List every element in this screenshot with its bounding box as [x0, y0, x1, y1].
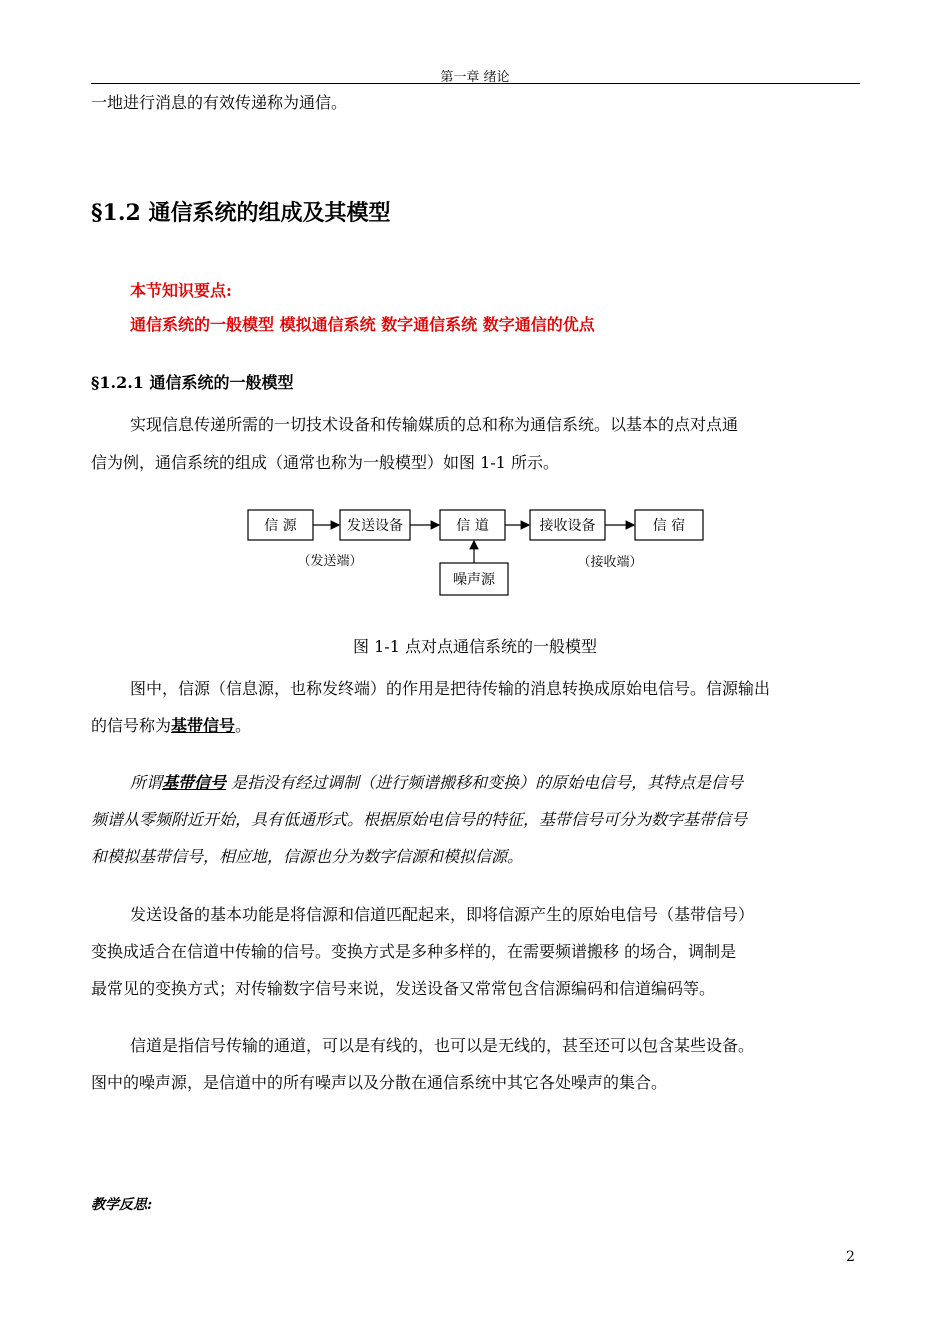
teaching-reflection-label: 教学反思:	[91, 1197, 153, 1213]
paragraph3-line3: 和模拟基带信号，相应地，信源也分为数字信源和模拟信源。	[91, 847, 524, 866]
paragraph2-line2	[91, 716, 251, 735]
paragraph4-line2: 变换成适合在信道中传输的信号。变换方式是多种多样的，在需要频谱搬移 的场合，调制是	[91, 942, 737, 961]
sink-label: 信 宿	[652, 518, 686, 534]
receiver-label: 接收设备	[539, 518, 596, 534]
key-points-label: 本节知识要点:	[130, 281, 232, 300]
noise-label: 噪声源	[453, 572, 495, 588]
paragraph3-suffix: 是指没有经过调制（进行频谱搬移和变换）的原始电信号，其特点是信号	[226, 773, 744, 792]
paragraph4-line3: 最常见的变换方式；对传输数字信号来说，发送设备又常常包含信源编码和信道编码等。	[91, 979, 716, 998]
page-header: 第一章 绪论	[440, 70, 510, 85]
paragraph2-prefix: 的信号称为	[91, 716, 172, 735]
paragraph3-prefix: 所谓	[130, 773, 163, 792]
communication-model-diagram	[240, 500, 720, 610]
intro-line: 一地进行消息的有效传递称为通信。	[91, 93, 348, 112]
receive-end-label: （接收端）	[577, 555, 643, 570]
key-points-items: 通信系统的一般模型 模拟通信系统 数字通信系统 数字通信的优点	[130, 315, 595, 334]
send-end-label: （发送端）	[297, 554, 363, 569]
paragraph2-suffix: 。	[235, 716, 252, 735]
header-divider	[91, 83, 860, 84]
source-label: 信 源	[264, 518, 297, 534]
paragraph3-line2: 频谱从零频附近开始，具有低通形式。根据原始电信号的特征，基带信号可分为数字基带信号	[91, 810, 748, 829]
subsection-title: §1.2.1 通信系统的一般模型	[91, 373, 294, 392]
paragraph5-line1: 信道是指信号传输的通道，可以是有线的，也可以是无线的，甚至还可以包含某些设备。	[130, 1036, 755, 1055]
section-title: §1.2 通信系统的组成及其模型	[91, 200, 391, 226]
channel-label: 信 道	[456, 518, 489, 534]
baseband-signal-term: 基带信号	[171, 716, 236, 735]
paragraph5-line2: 图中的噪声源，是信道中的所有噪声以及分散在通信系统中其它各处噪声的集合。	[91, 1073, 668, 1092]
paragraph1-line1: 实现信息传递所需的一切技术设备和传输媒质的总和称为通信系统。以基本的点对点通	[130, 415, 739, 434]
paragraph4-line1: 发送设备的基本功能是将信源和信道匹配起来，即将信源产生的原始电信号（基带信号）	[130, 905, 755, 924]
paragraph3-line1	[130, 773, 743, 792]
paragraph1-line2: 信为例，通信系统的组成（通常也称为一般模型）如图 1-1 所示。	[91, 453, 559, 472]
page-number: 2	[846, 1249, 855, 1265]
paragraph2-line1: 图中，信源（信息源，也称发终端）的作用是把待传输的消息转换成原始电信号。信源输出	[130, 679, 771, 698]
transmitter-label: 发送设备	[347, 518, 403, 534]
figure-caption: 图 1-1 点对点通信系统的一般模型	[353, 637, 597, 656]
baseband-signal-term-italic: 基带信号	[162, 773, 227, 792]
